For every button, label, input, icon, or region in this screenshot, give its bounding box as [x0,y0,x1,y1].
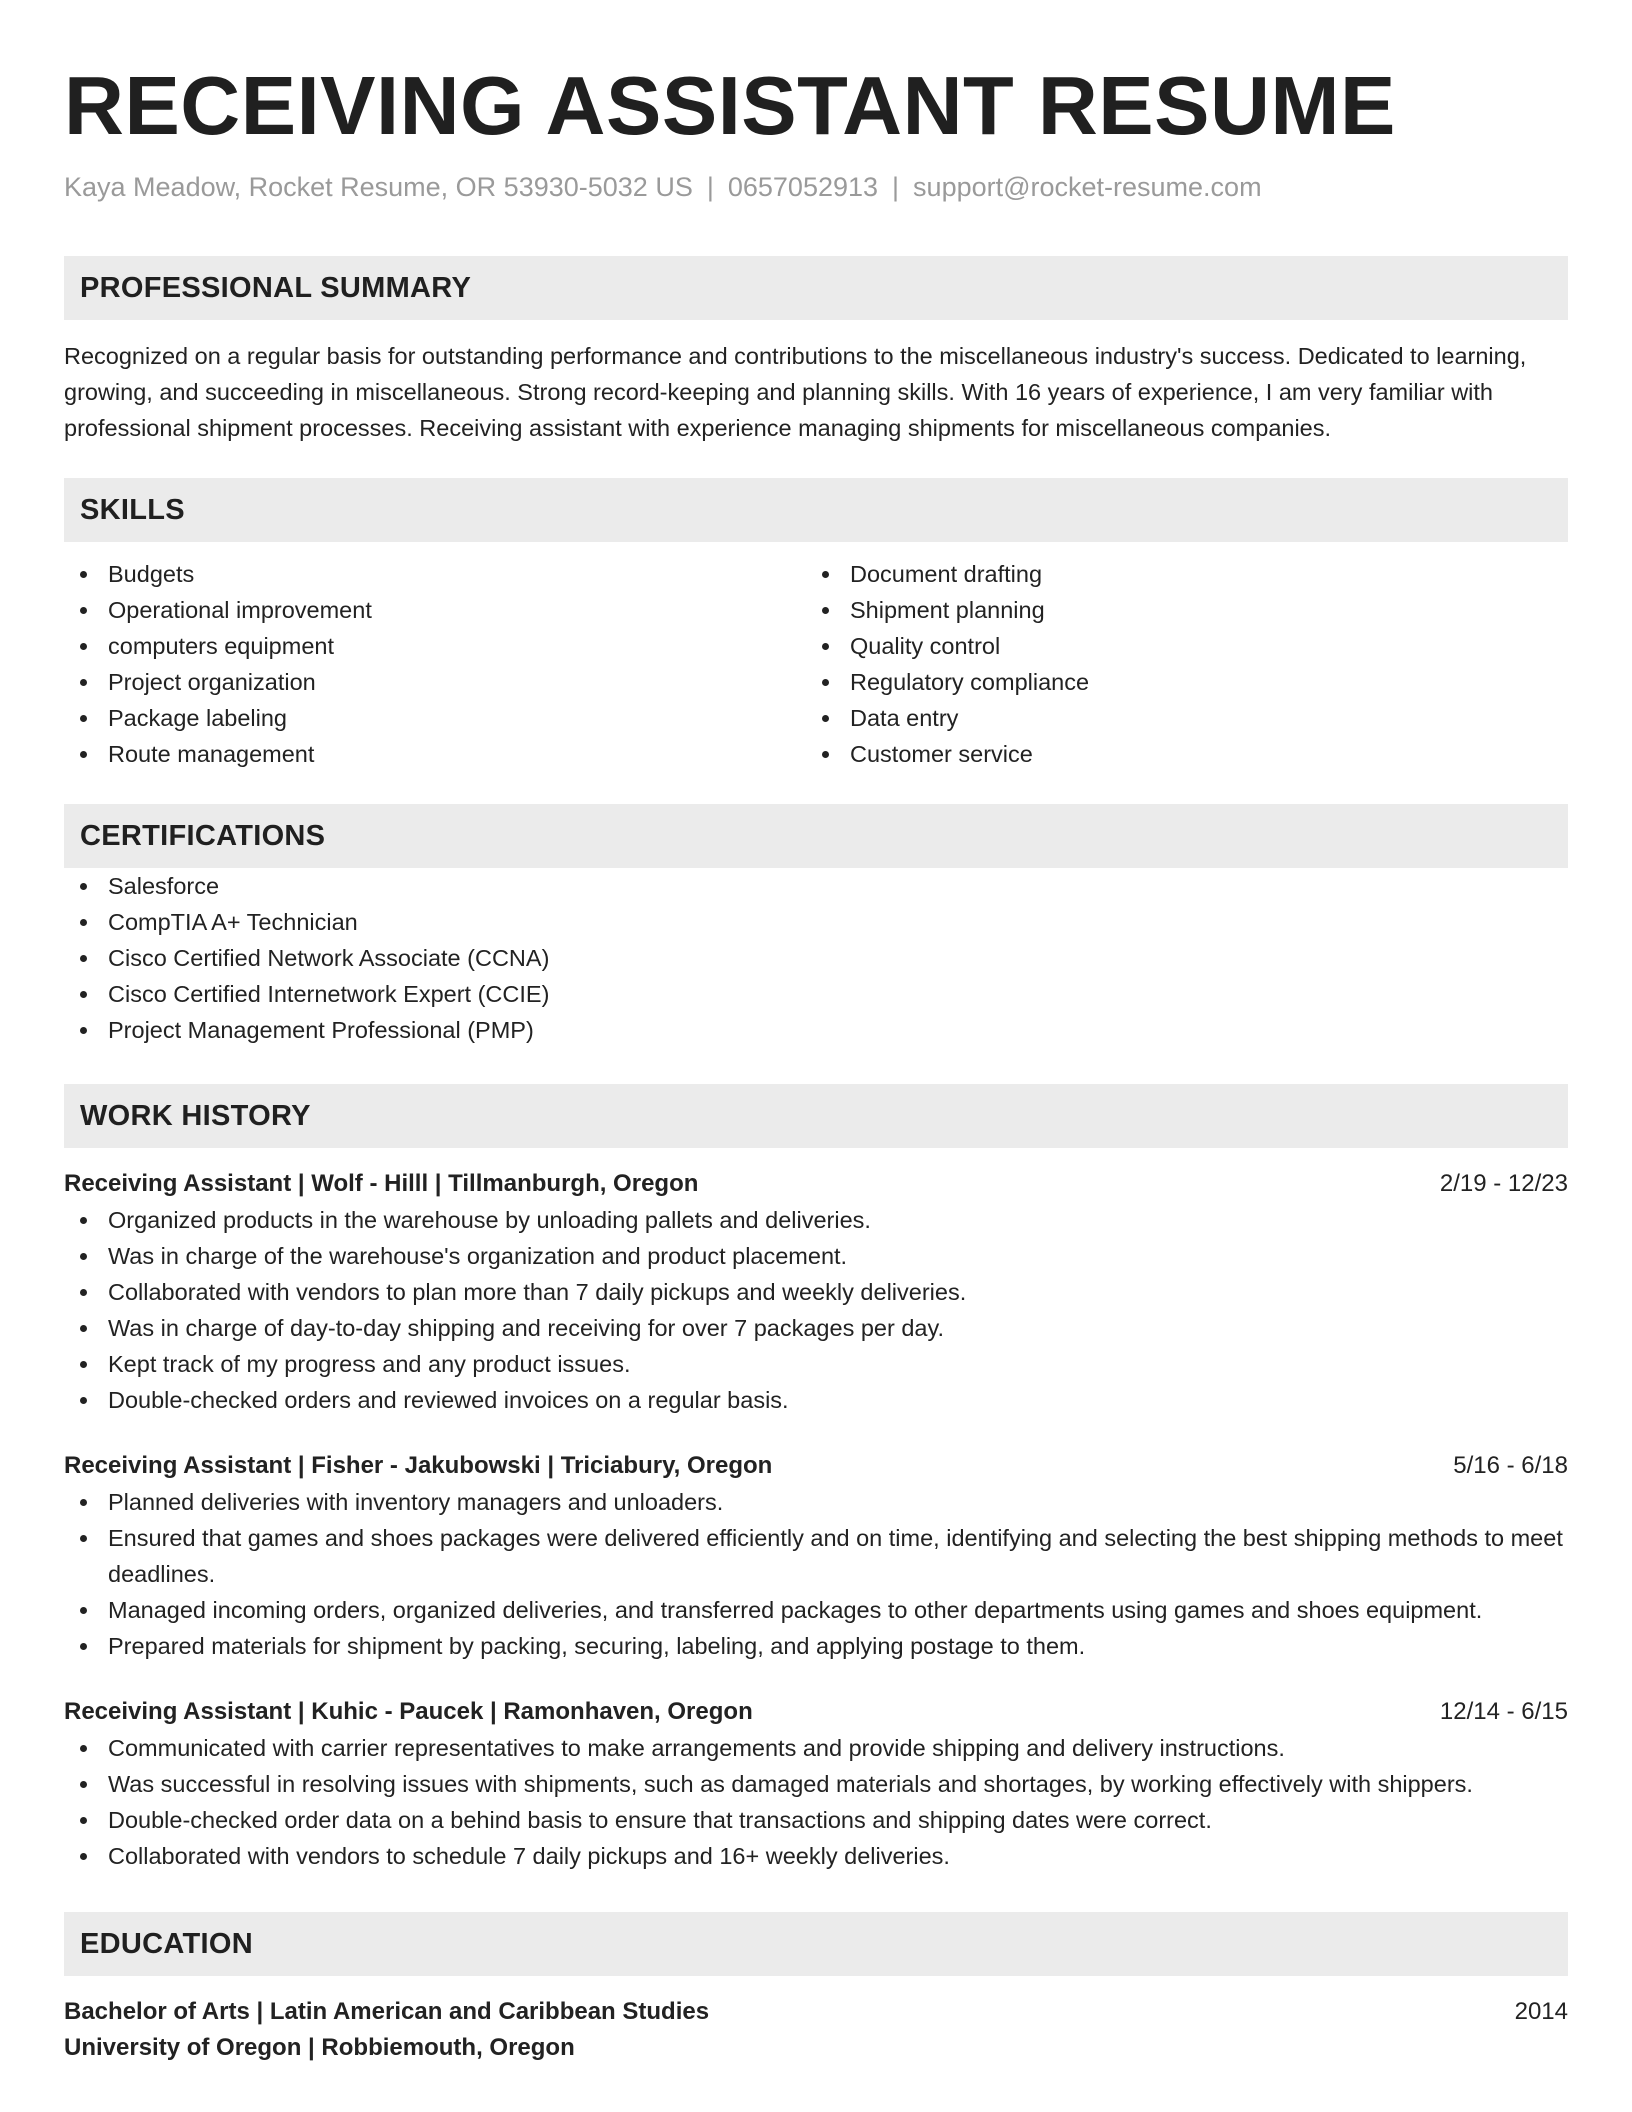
job-bullet: Planned deliveries with inventory managers and unloaders. [64,1484,1568,1520]
section-heading-education: EDUCATION [64,1912,1568,1976]
skill-item: computers equipment [64,628,806,664]
job-bullets [64,1202,1568,1418]
skill-item: Regulatory compliance [806,664,1548,700]
contact-line [64,170,1568,204]
job-header [64,1448,1568,1484]
job-header [64,1166,1568,1202]
job-entry [64,1694,1568,1874]
job-bullet: Kept track of my progress and any product issues. [64,1346,1568,1382]
job-title: Receiving Assistant | Fisher - Jakubowski | Triciabury, Oregon [64,1452,773,1479]
job-dates: 12/14 - 6/15 [1439,1698,1568,1725]
certification-item: Project Management Professional (PMP) [64,1012,1568,1048]
job-bullet: Managed incoming orders, organized deliveries, and transferred packages to other departments using games and shoes equipment. [64,1592,1568,1628]
summary-text: Recognized on a regular basis for outstanding performance and contributions to the miscellaneous industry's success. Dedicated to learning, growing, and succeeding in miscellaneous. Strong record-keeping and planning skills. With 16 years of experience, I am very familiar with professional shipment processes. Receiving assistant with experience managing shipments for miscellaneous companies. [64,343,1527,441]
job-bullet: Was successful in resolving issues with shipments, such as damaged materials and shortages, by working effectively with shippers. [64,1766,1568,1802]
certification-item: Cisco Certified Network Associate (CCNA) [64,940,1568,976]
skills-list-right [806,556,1548,772]
resume-title: RECEIVING ASSISTANT RESUME [64,59,1396,152]
skill-item: Customer service [806,736,1548,772]
skill-item: Package labeling [64,700,806,736]
job-bullet: Prepared materials for shipment by packing, securing, labeling, and applying postage to them. [64,1628,1568,1664]
job-entry [64,1448,1568,1664]
job-dates: 2/19 - 12/23 [1439,1170,1568,1197]
contact-separator: | [706,172,714,202]
contact-address: Kaya Meadow, Rocket Resume, OR 53930-5032 US [64,172,693,202]
job-bullet: Double-checked orders and reviewed invoices on a regular basis. [64,1382,1568,1418]
job-bullet: Was in charge of day-to-day shipping and receiving for over 7 packages per day. [64,1310,1568,1346]
section-heading-certifications: CERTIFICATIONS [64,804,1568,868]
skill-item: Shipment planning [806,592,1548,628]
contact-phone: 0657052913 [727,172,879,202]
skill-item: Budgets [64,556,806,592]
skill-item: Document drafting [806,556,1548,592]
job-bullet: Ensured that games and shoes packages were delivered efficiently and on time, identifying and selecting the best shipping methods to meet deadlines. [64,1520,1568,1592]
skill-item: Operational improvement [64,592,806,628]
job-dates: 5/16 - 6/18 [1453,1452,1568,1479]
skills-grid [64,556,1568,772]
job-bullet: Was in charge of the warehouse's organization and product placement. [64,1238,1568,1274]
job-bullet: Communicated with carrier representatives to make arrangements and provide shipping and delivery instructions. [64,1730,1568,1766]
job-header [64,1694,1568,1730]
skill-item: Quality control [806,628,1548,664]
certifications-list [64,868,1568,1048]
job-title: Receiving Assistant | Wolf - Hilll | Tillmanburgh, Oregon [64,1170,699,1197]
skill-item: Project organization [64,664,806,700]
job-bullet: Collaborated with vendors to schedule 7 daily pickups and 16+ weekly deliveries. [64,1838,1568,1874]
job-bullet: Double-checked order data on a behind basis to ensure that transactions and shipping dates were correct. [64,1802,1568,1838]
job-bullets [64,1730,1568,1874]
skill-item: Route management [64,736,806,772]
certification-item: Cisco Certified Internetwork Expert (CCIE) [64,976,1568,1012]
education-year: 2014 [1514,1998,1568,2025]
job-bullet: Collaborated with vendors to plan more than 7 daily pickups and weekly deliveries. [64,1274,1568,1310]
job-entry [64,1166,1568,1418]
certification-item: Salesforce [64,868,1568,904]
contact-separator: | [892,172,900,202]
skills-list-left [64,556,806,772]
job-bullet: Organized products in the warehouse by unloading pallets and deliveries. [64,1202,1568,1238]
section-heading-work-history: WORK HISTORY [64,1084,1568,1148]
education-school: University of Oregon | Robbiemouth, Oregon [64,2034,575,2061]
skill-item: Data entry [806,700,1548,736]
certification-item: CompTIA A+ Technician [64,904,1568,940]
education-degree: Bachelor of Arts | Latin American and Caribbean Studies [64,1998,710,2025]
section-heading-summary: PROFESSIONAL SUMMARY [64,256,1568,320]
contact-email: support@rocket-resume.com [913,172,1262,202]
job-title: Receiving Assistant | Kuhic - Paucek | Ramonhaven, Oregon [64,1698,753,1725]
section-heading-skills: SKILLS [64,478,1568,542]
job-bullets [64,1484,1568,1664]
education-entry [64,1994,1568,2030]
